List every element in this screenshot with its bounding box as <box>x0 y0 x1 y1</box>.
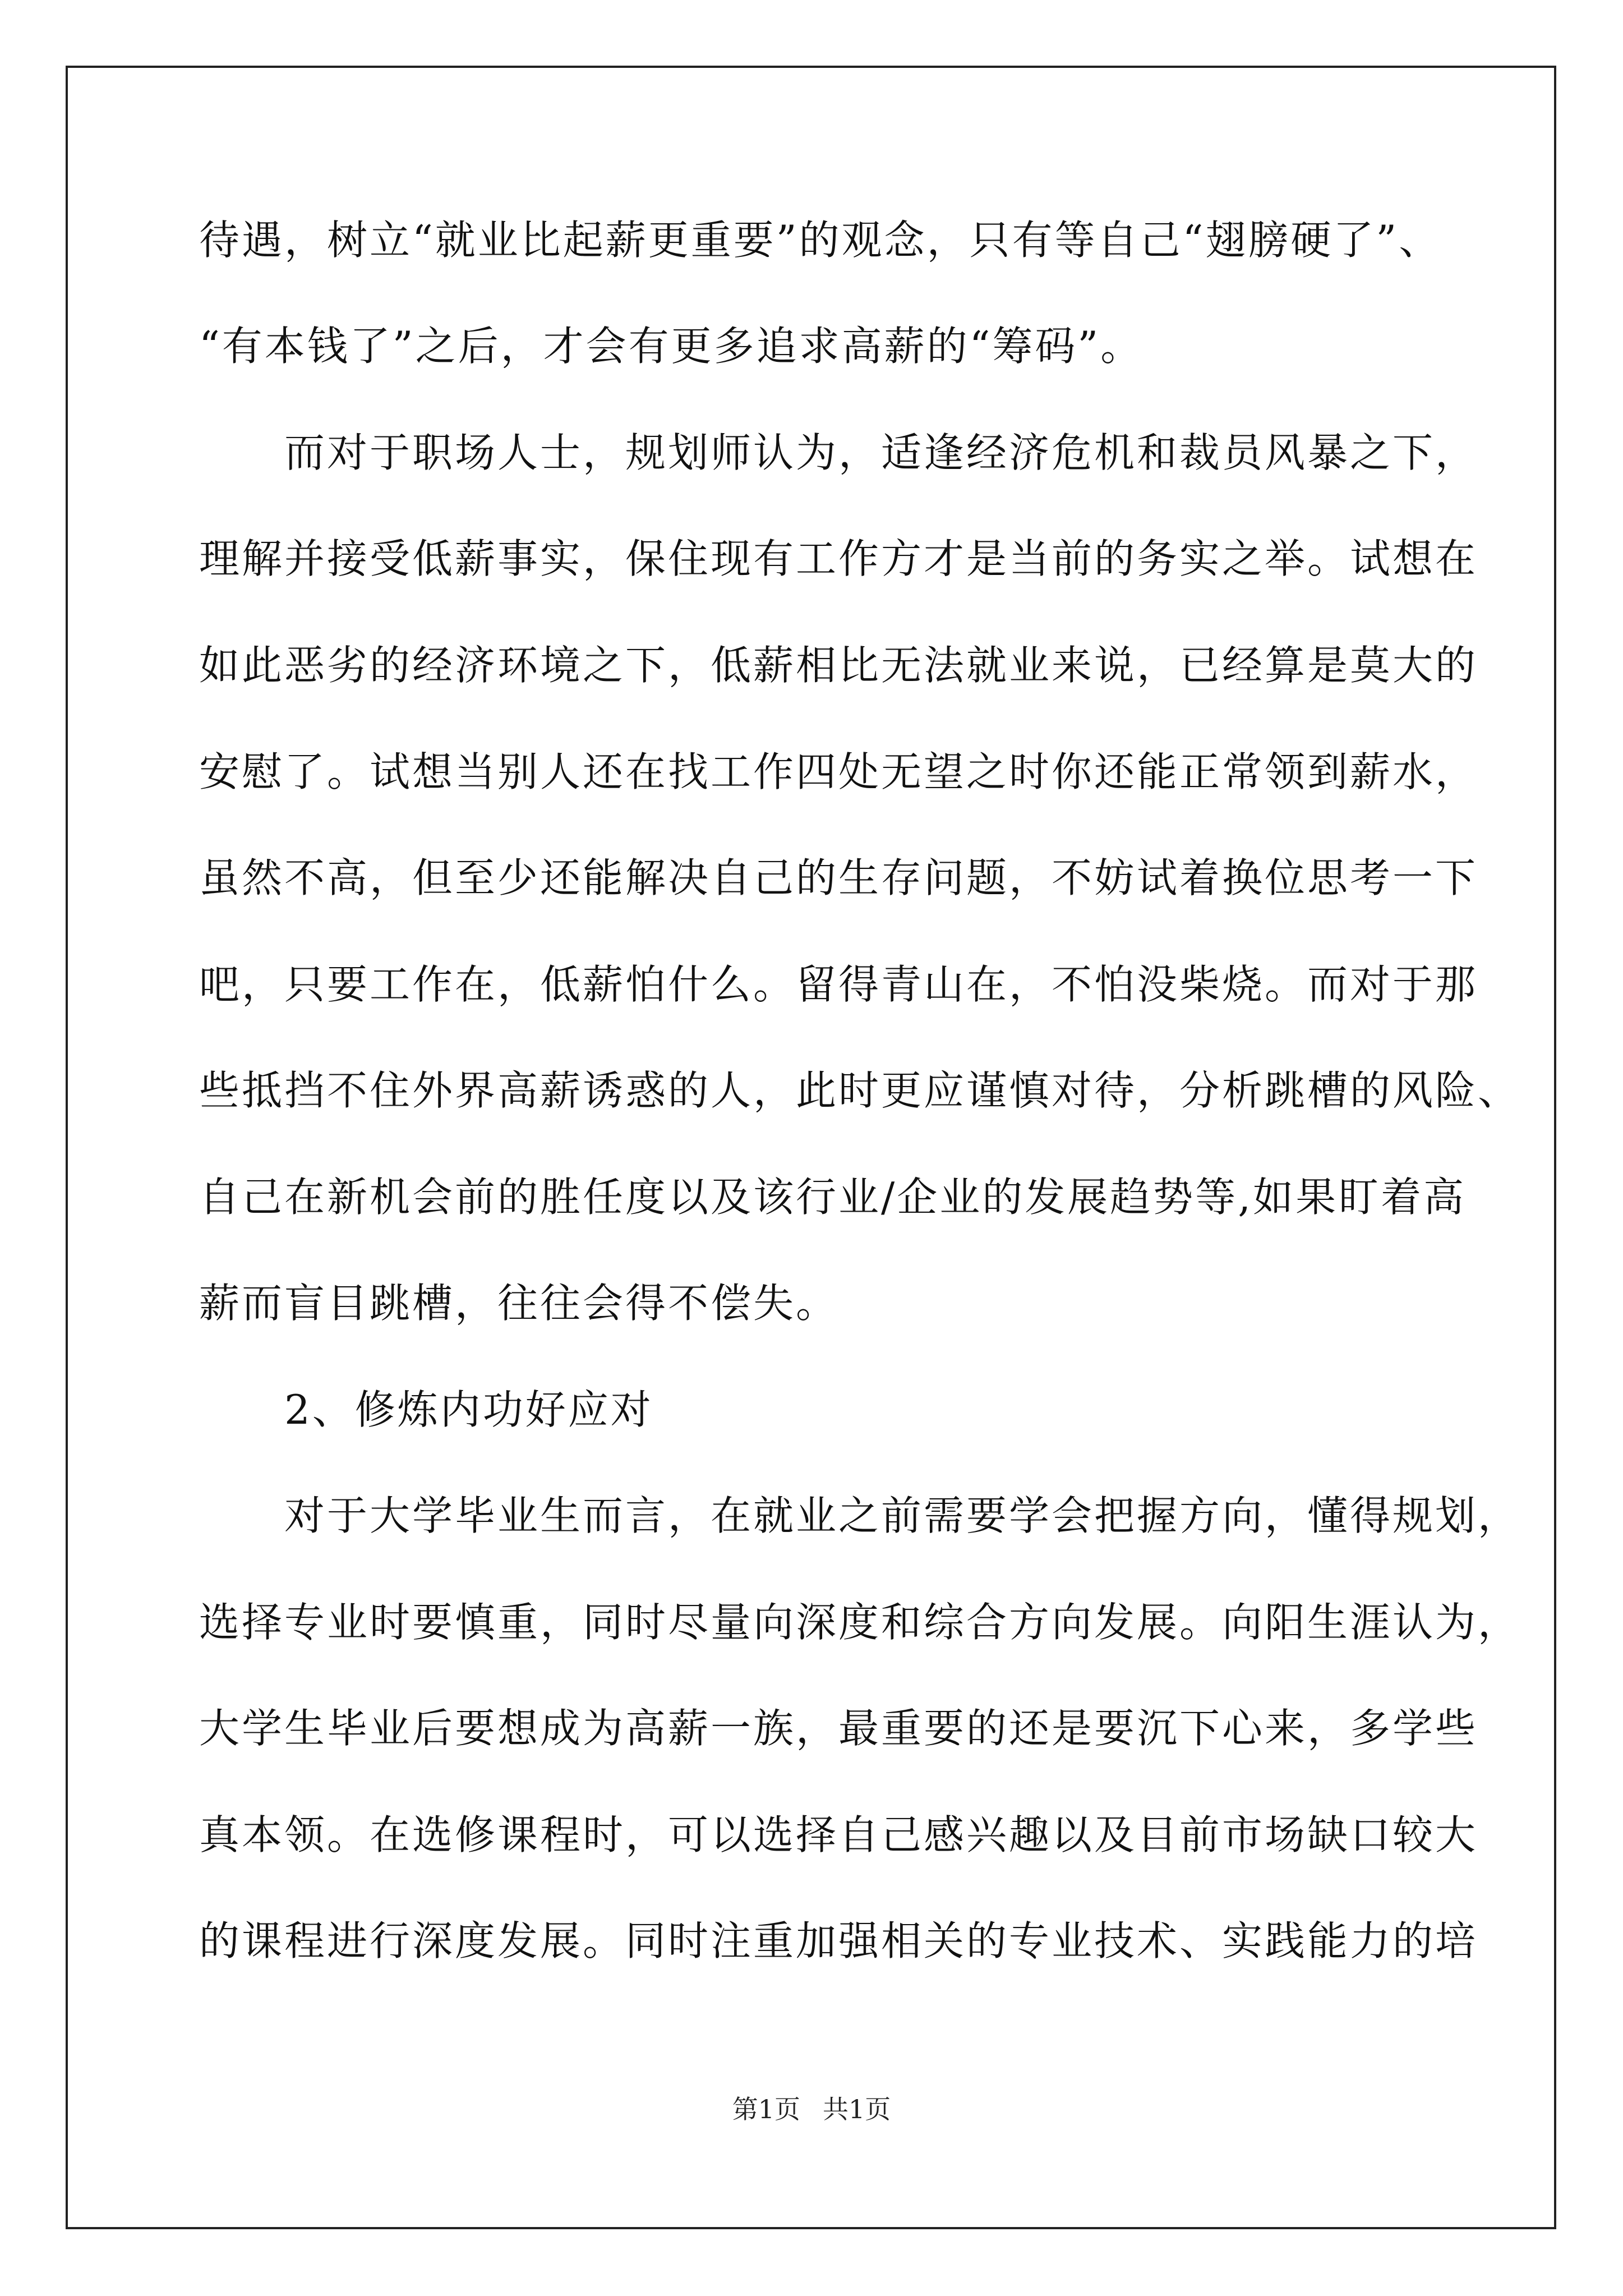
page-border <box>66 66 1556 2229</box>
page-total: 共1页 <box>823 2094 891 2124</box>
page-number: 第1页 <box>732 2094 800 2124</box>
text-line: 选择专业时要慎重，同时尽量向深度和综合方向发展。向阳生涯认为， <box>199 1599 1521 1646</box>
text-line: 大学生毕业后要想成为高薪一族，最重要的还是要沉下心来，多学些 <box>199 1705 1478 1752</box>
page-footer <box>0 2092 1623 2126</box>
text-line: 自己在新机会前的胜任度以及该行业/企业的发展趋势等,如果盯着高 <box>199 1174 1467 1221</box>
text-line: 待遇，树立“就业比起薪更重要”的观念，只有等自己“翅膀硬了”、 <box>199 217 1442 264</box>
text-line: 吧，只要工作在，低薪怕什么。留得青山在，不怕没柴烧。而对于那 <box>199 961 1478 1008</box>
text-line: 薪而盲目跳槽，往往会得不偿失。 <box>199 1280 839 1327</box>
text-line: 安慰了。试想当别人还在找工作四处无望之时你还能正常领到薪水， <box>199 748 1478 795</box>
section-heading: 2、修炼内功好应对 <box>199 1386 653 1433</box>
text-line: 些抵挡不住外界高薪诱惑的人，此时更应谨慎对待，分析跳槽的风险、 <box>199 1067 1521 1114</box>
text-line: 而对于职场人士，规划师认为，适逢经济危机和裁员风暴之下， <box>199 429 1478 476</box>
text-line: 真本领。在选修课程时，可以选择自己感兴趣以及目前市场缺口较大 <box>199 1811 1478 1858</box>
text-line: 对于大学毕业生而言，在就业之前需要学会把握方向，懂得规划， <box>199 1492 1521 1539</box>
text-line: 如此恶劣的经济环境之下，低薪相比无法就业来说，已经算是莫大的 <box>199 642 1478 689</box>
text-line: “有本钱了”之后，才会有更多追求高薪的“筹码”。 <box>199 323 1144 370</box>
text-line: 理解并接受低薪事实，保住现有工作方才是当前的务实之举。试想在 <box>199 535 1478 582</box>
text-line: 的课程进行深度发展。同时注重加强相关的专业技术、实践能力的培 <box>199 1917 1478 1964</box>
text-line: 虽然不高，但至少还能解决自己的生存问题，不妨试着换位思考一下 <box>199 854 1478 901</box>
